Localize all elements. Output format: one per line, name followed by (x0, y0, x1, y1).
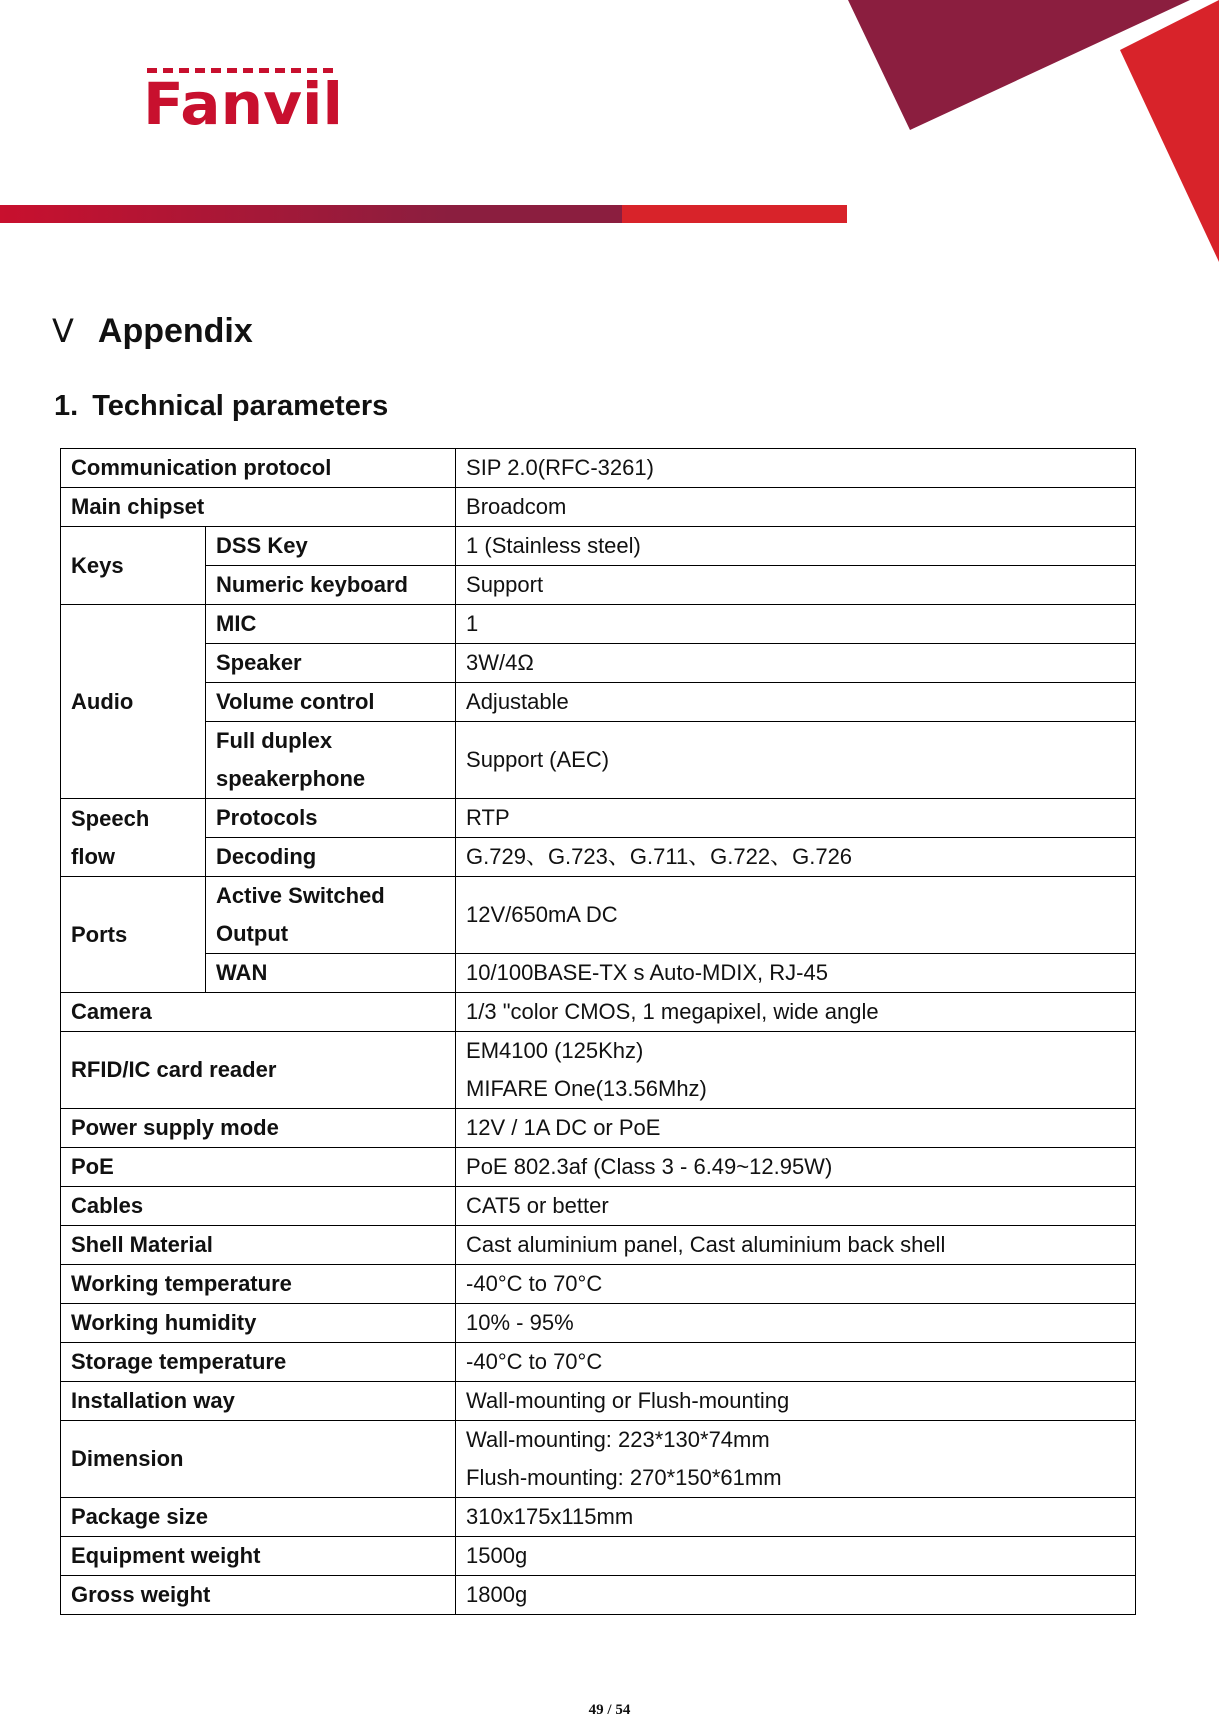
param-value: Adjustable (456, 683, 1136, 722)
param-group: Audio (61, 605, 206, 799)
param-label: Main chipset (61, 488, 456, 527)
table-row (61, 799, 1136, 838)
param-value: G.729、G.723、G.711、G.722、G.726 (456, 838, 1136, 877)
table-row (61, 838, 1136, 877)
param-label: Power supply mode (61, 1109, 456, 1148)
param-label: Full duplex speakerphone (206, 722, 456, 799)
table-row (61, 1187, 1136, 1226)
table-row (61, 1304, 1136, 1343)
table-row (61, 488, 1136, 527)
param-value: Cast aluminium panel, Cast aluminium back shell (456, 1226, 1136, 1265)
table-row (61, 722, 1136, 799)
param-label: Numeric keyboard (206, 566, 456, 605)
appendix-heading (52, 312, 253, 351)
table-row (61, 993, 1136, 1032)
header-stripe-left (0, 205, 622, 223)
param-value: 310x175x115mm (456, 1498, 1136, 1537)
param-value: Support (456, 566, 1136, 605)
param-label: PoE (61, 1148, 456, 1187)
param-label: Protocols (206, 799, 456, 838)
param-label: Decoding (206, 838, 456, 877)
param-label: Cables (61, 1187, 456, 1226)
param-label: Dimension (61, 1421, 456, 1498)
param-value: SIP 2.0(RFC-3261) (456, 449, 1136, 488)
param-value: 1 (456, 605, 1136, 644)
param-value: Broadcom (456, 488, 1136, 527)
param-label: Shell Material (61, 1226, 456, 1265)
param-label: Volume control (206, 683, 456, 722)
table-row (61, 566, 1136, 605)
page-number: 49 / 54 (588, 1702, 631, 1718)
param-label: Package size (61, 1498, 456, 1537)
param-value-line: MIFARE One(13.56Mhz) (466, 1076, 707, 1101)
header-decoration (0, 0, 1219, 270)
param-label: RFID/IC card reader (61, 1032, 456, 1109)
param-value-line: Wall-mounting: 223*130*74mm (466, 1427, 770, 1452)
param-value (456, 1421, 1136, 1498)
section-title: Technical parameters (92, 390, 389, 422)
param-value: 3W/4Ω (456, 644, 1136, 683)
param-label: Speaker (206, 644, 456, 683)
param-label: Working humidity (61, 1304, 456, 1343)
param-value: 1500g (456, 1537, 1136, 1576)
param-label: WAN (206, 954, 456, 993)
table-row (61, 1265, 1136, 1304)
param-value: PoE 802.3af (Class 3 - 6.49~12.95W) (456, 1148, 1136, 1187)
param-label: Storage temperature (61, 1343, 456, 1382)
section-heading (54, 390, 388, 423)
param-label: Equipment weight (61, 1537, 456, 1576)
param-label: DSS Key (206, 527, 456, 566)
table-row (61, 1576, 1136, 1615)
param-value: 1800g (456, 1576, 1136, 1615)
table-row (61, 877, 1136, 954)
table-row (61, 1537, 1136, 1576)
param-value: 12V/650mA DC (456, 877, 1136, 954)
table-row (61, 1343, 1136, 1382)
param-value: 1/3 "color CMOS, 1 megapixel, wide angle (456, 993, 1136, 1032)
param-value: -40°C to 70°C (456, 1265, 1136, 1304)
param-label: Gross weight (61, 1576, 456, 1615)
param-label: Working temperature (61, 1265, 456, 1304)
table-row (61, 605, 1136, 644)
header-stripe-right (622, 205, 847, 223)
param-group: Keys (61, 527, 206, 605)
table-row (61, 449, 1136, 488)
table-row (61, 1226, 1136, 1265)
param-value: -40°C to 70°C (456, 1343, 1136, 1382)
param-value-line: Flush-mounting: 270*150*61mm (466, 1465, 782, 1490)
param-label: Installation way (61, 1382, 456, 1421)
svg-text:Fanvil: Fanvil (143, 70, 343, 126)
appendix-number: Ⅴ (52, 313, 74, 349)
param-label: Active Switched Output (206, 877, 456, 954)
param-value-line: EM4100 (125Khz) (466, 1038, 644, 1063)
table-row (61, 1382, 1136, 1421)
table-row (61, 527, 1136, 566)
param-group: Ports (61, 877, 206, 993)
fanvil-logo (143, 68, 343, 126)
param-group: Speech flow (61, 799, 206, 877)
param-value: CAT5 or better (456, 1187, 1136, 1226)
table-row (61, 1109, 1136, 1148)
param-label: MIC (206, 605, 456, 644)
table-row (61, 954, 1136, 993)
param-value: RTP (456, 799, 1136, 838)
technical-parameters-table (60, 448, 1136, 1615)
param-value: 1 (Stainless steel) (456, 527, 1136, 566)
table-row (61, 1032, 1136, 1109)
param-value (456, 1032, 1136, 1109)
section-number: 1. (54, 390, 79, 422)
header-triangle-red (1120, 0, 1219, 262)
param-value: 10/100BASE-TX s Auto-MDIX, RJ-45 (456, 954, 1136, 993)
table-row (61, 644, 1136, 683)
param-value: Wall-mounting or Flush-mounting (456, 1382, 1136, 1421)
appendix-title: Appendix (97, 312, 253, 350)
table-row (61, 1421, 1136, 1498)
table-row (61, 1498, 1136, 1537)
param-label: Communication protocol (61, 449, 456, 488)
param-value: 12V / 1A DC or PoE (456, 1109, 1136, 1148)
param-value: Support (AEC) (456, 722, 1136, 799)
param-label: Camera (61, 993, 456, 1032)
table-row (61, 1148, 1136, 1187)
table-row (61, 683, 1136, 722)
param-value: 10% - 95% (456, 1304, 1136, 1343)
